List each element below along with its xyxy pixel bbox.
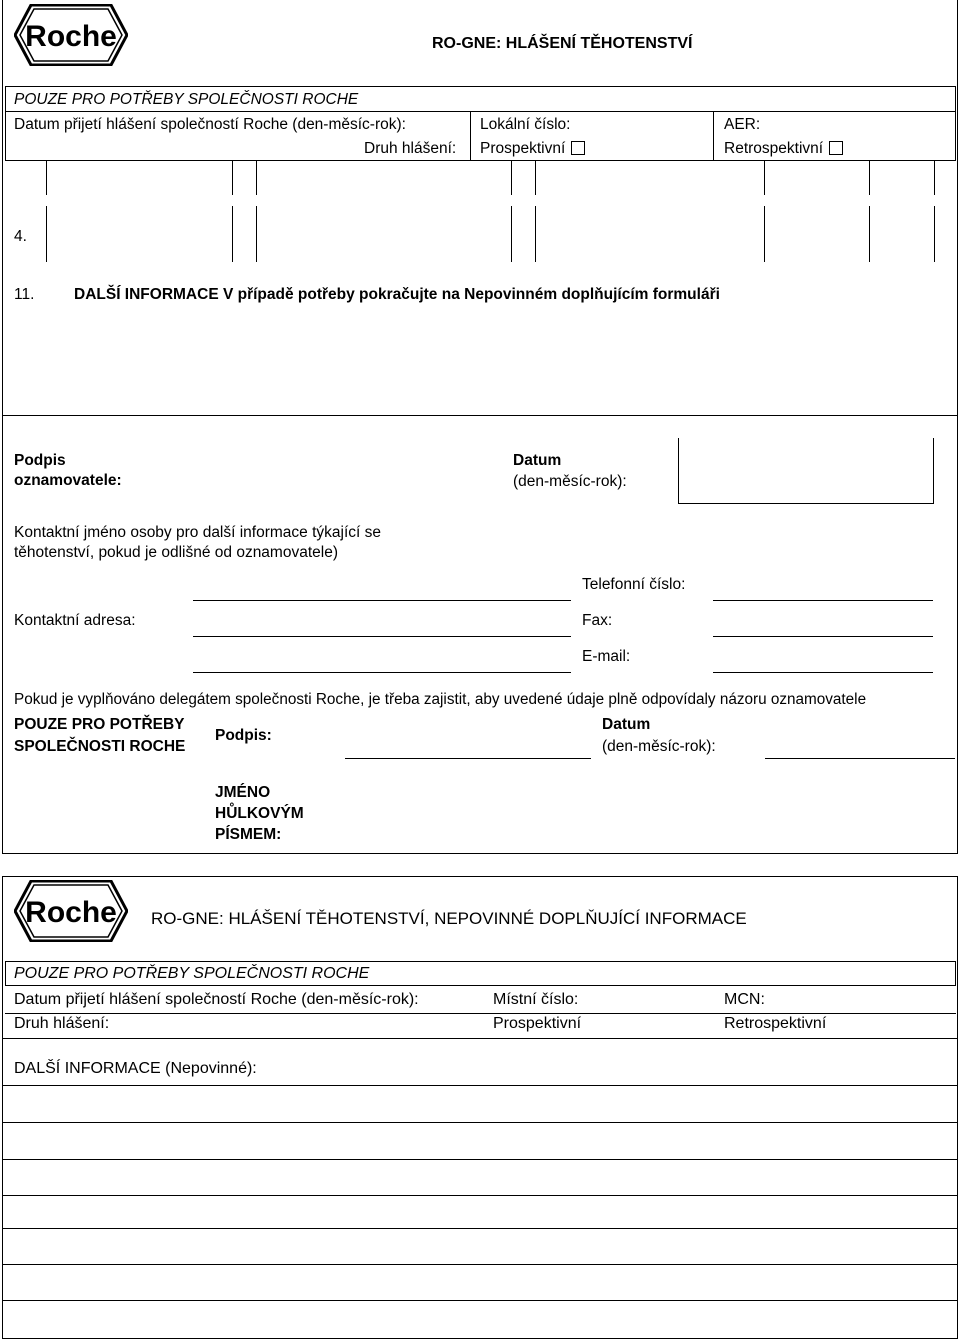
form2-title: RO-GNE: HLÁŠENÍ TĚHOTENSTVÍ, NEPOVINNÉ DOPLŇUJÍCÍ INFORMACE xyxy=(151,909,747,928)
internal-header-2: POUZE PRO POTŘEBY SPOLEČNOSTI ROCHE xyxy=(14,965,370,982)
logo-text: Roche xyxy=(25,20,117,53)
form2-frame xyxy=(2,876,958,1339)
section-11-title: DALŠÍ INFORMACE V případě potřeby pokračujte na Nepovinném doplňujícím formuláři xyxy=(74,286,720,303)
roche-logo xyxy=(14,880,128,942)
receipt-date-label: Datum přijetí hlášení společností Roche (den-měsíc-rok): xyxy=(14,116,406,133)
datum-label-2: (den-měsíc-rok): xyxy=(602,738,716,755)
receipt-date-label-2: Datum přijetí hlášení společností Roche (den-měsíc-rok): xyxy=(14,991,419,1008)
row-4-label: 4. xyxy=(14,228,27,245)
retrospective-label: Retrospektivní xyxy=(724,140,824,157)
contact-name-line-1: Kontaktní jméno osoby pro další informace týkající se xyxy=(14,524,382,541)
delegate-date-field[interactable] xyxy=(765,758,955,759)
email-field[interactable] xyxy=(713,672,933,673)
date-label-2: (den-měsíc-rok): xyxy=(513,473,627,490)
retrospective-label-2[interactable]: Retrospektivní xyxy=(724,1015,827,1032)
fax-field[interactable] xyxy=(713,636,933,637)
podpis-label: Podpis: xyxy=(215,727,272,744)
local-number-label: Lokální číslo: xyxy=(480,116,571,133)
address-field-1[interactable] xyxy=(193,600,571,601)
fax-label: Fax: xyxy=(582,612,613,629)
internal-use-label-2: SPOLEČNOSTI ROCHE xyxy=(14,738,186,755)
date-label-1: Datum xyxy=(513,452,562,469)
roche-logo xyxy=(14,4,128,66)
aer-label: AER: xyxy=(724,116,761,133)
address-label: Kontaktní adresa: xyxy=(14,612,136,629)
more-info-label: DALŠÍ INFORMACE (Nepovinné): xyxy=(14,1060,257,1077)
mcn-label: MCN: xyxy=(724,991,765,1008)
address-field-3[interactable] xyxy=(193,672,571,673)
retrospective-checkbox[interactable] xyxy=(829,141,843,155)
phone-label: Telefonní číslo: xyxy=(582,576,686,593)
prospective-option[interactable] xyxy=(480,140,585,158)
date-input-box[interactable] xyxy=(678,438,934,504)
contact-name-line-2: těhotenství, pokud je odlišné od oznamovatele) xyxy=(14,544,338,561)
phone-field[interactable] xyxy=(713,600,933,601)
delegate-signature-field[interactable] xyxy=(345,758,591,759)
logo-text: Roche xyxy=(25,896,117,929)
name-caps-2: HŮLKOVÝM xyxy=(215,805,304,822)
address-field-2[interactable] xyxy=(193,636,571,637)
prospective-checkbox[interactable] xyxy=(571,141,585,155)
retrospective-option[interactable] xyxy=(724,140,843,158)
report-type-label-2: Druh hlášení: xyxy=(14,1015,110,1032)
report-type-label: Druh hlášení: xyxy=(364,140,457,157)
prospective-label: Prospektivní xyxy=(480,140,566,157)
datum-label-1: Datum xyxy=(602,716,651,733)
signature-label-1: Podpis xyxy=(14,452,66,469)
signature-label-2: oznamovatele: xyxy=(14,472,122,489)
local-number-label-2: Místní číslo: xyxy=(493,991,579,1008)
delegate-note: Pokud je vyplňováno delegátem společnosti Roche, je třeba zajistit, aby uvedené údaje plně odpovídaly názoru oznamovatele xyxy=(14,691,867,708)
email-label: E-mail: xyxy=(582,648,631,665)
internal-use-label-1: POUZE PRO POTŘEBY xyxy=(14,716,185,733)
name-caps-1: JMÉNO xyxy=(215,784,271,801)
internal-header: POUZE PRO POTŘEBY SPOLEČNOSTI ROCHE xyxy=(14,91,359,108)
name-caps-3: PÍSMEM: xyxy=(215,826,282,843)
prospective-label-2[interactable]: Prospektivní xyxy=(493,1015,582,1032)
form1-title: RO-GNE: HLÁŠENÍ TĚHOTENSTVÍ xyxy=(432,35,693,52)
section-11-number: 11. xyxy=(14,286,35,303)
more-info-textarea[interactable] xyxy=(4,310,956,414)
